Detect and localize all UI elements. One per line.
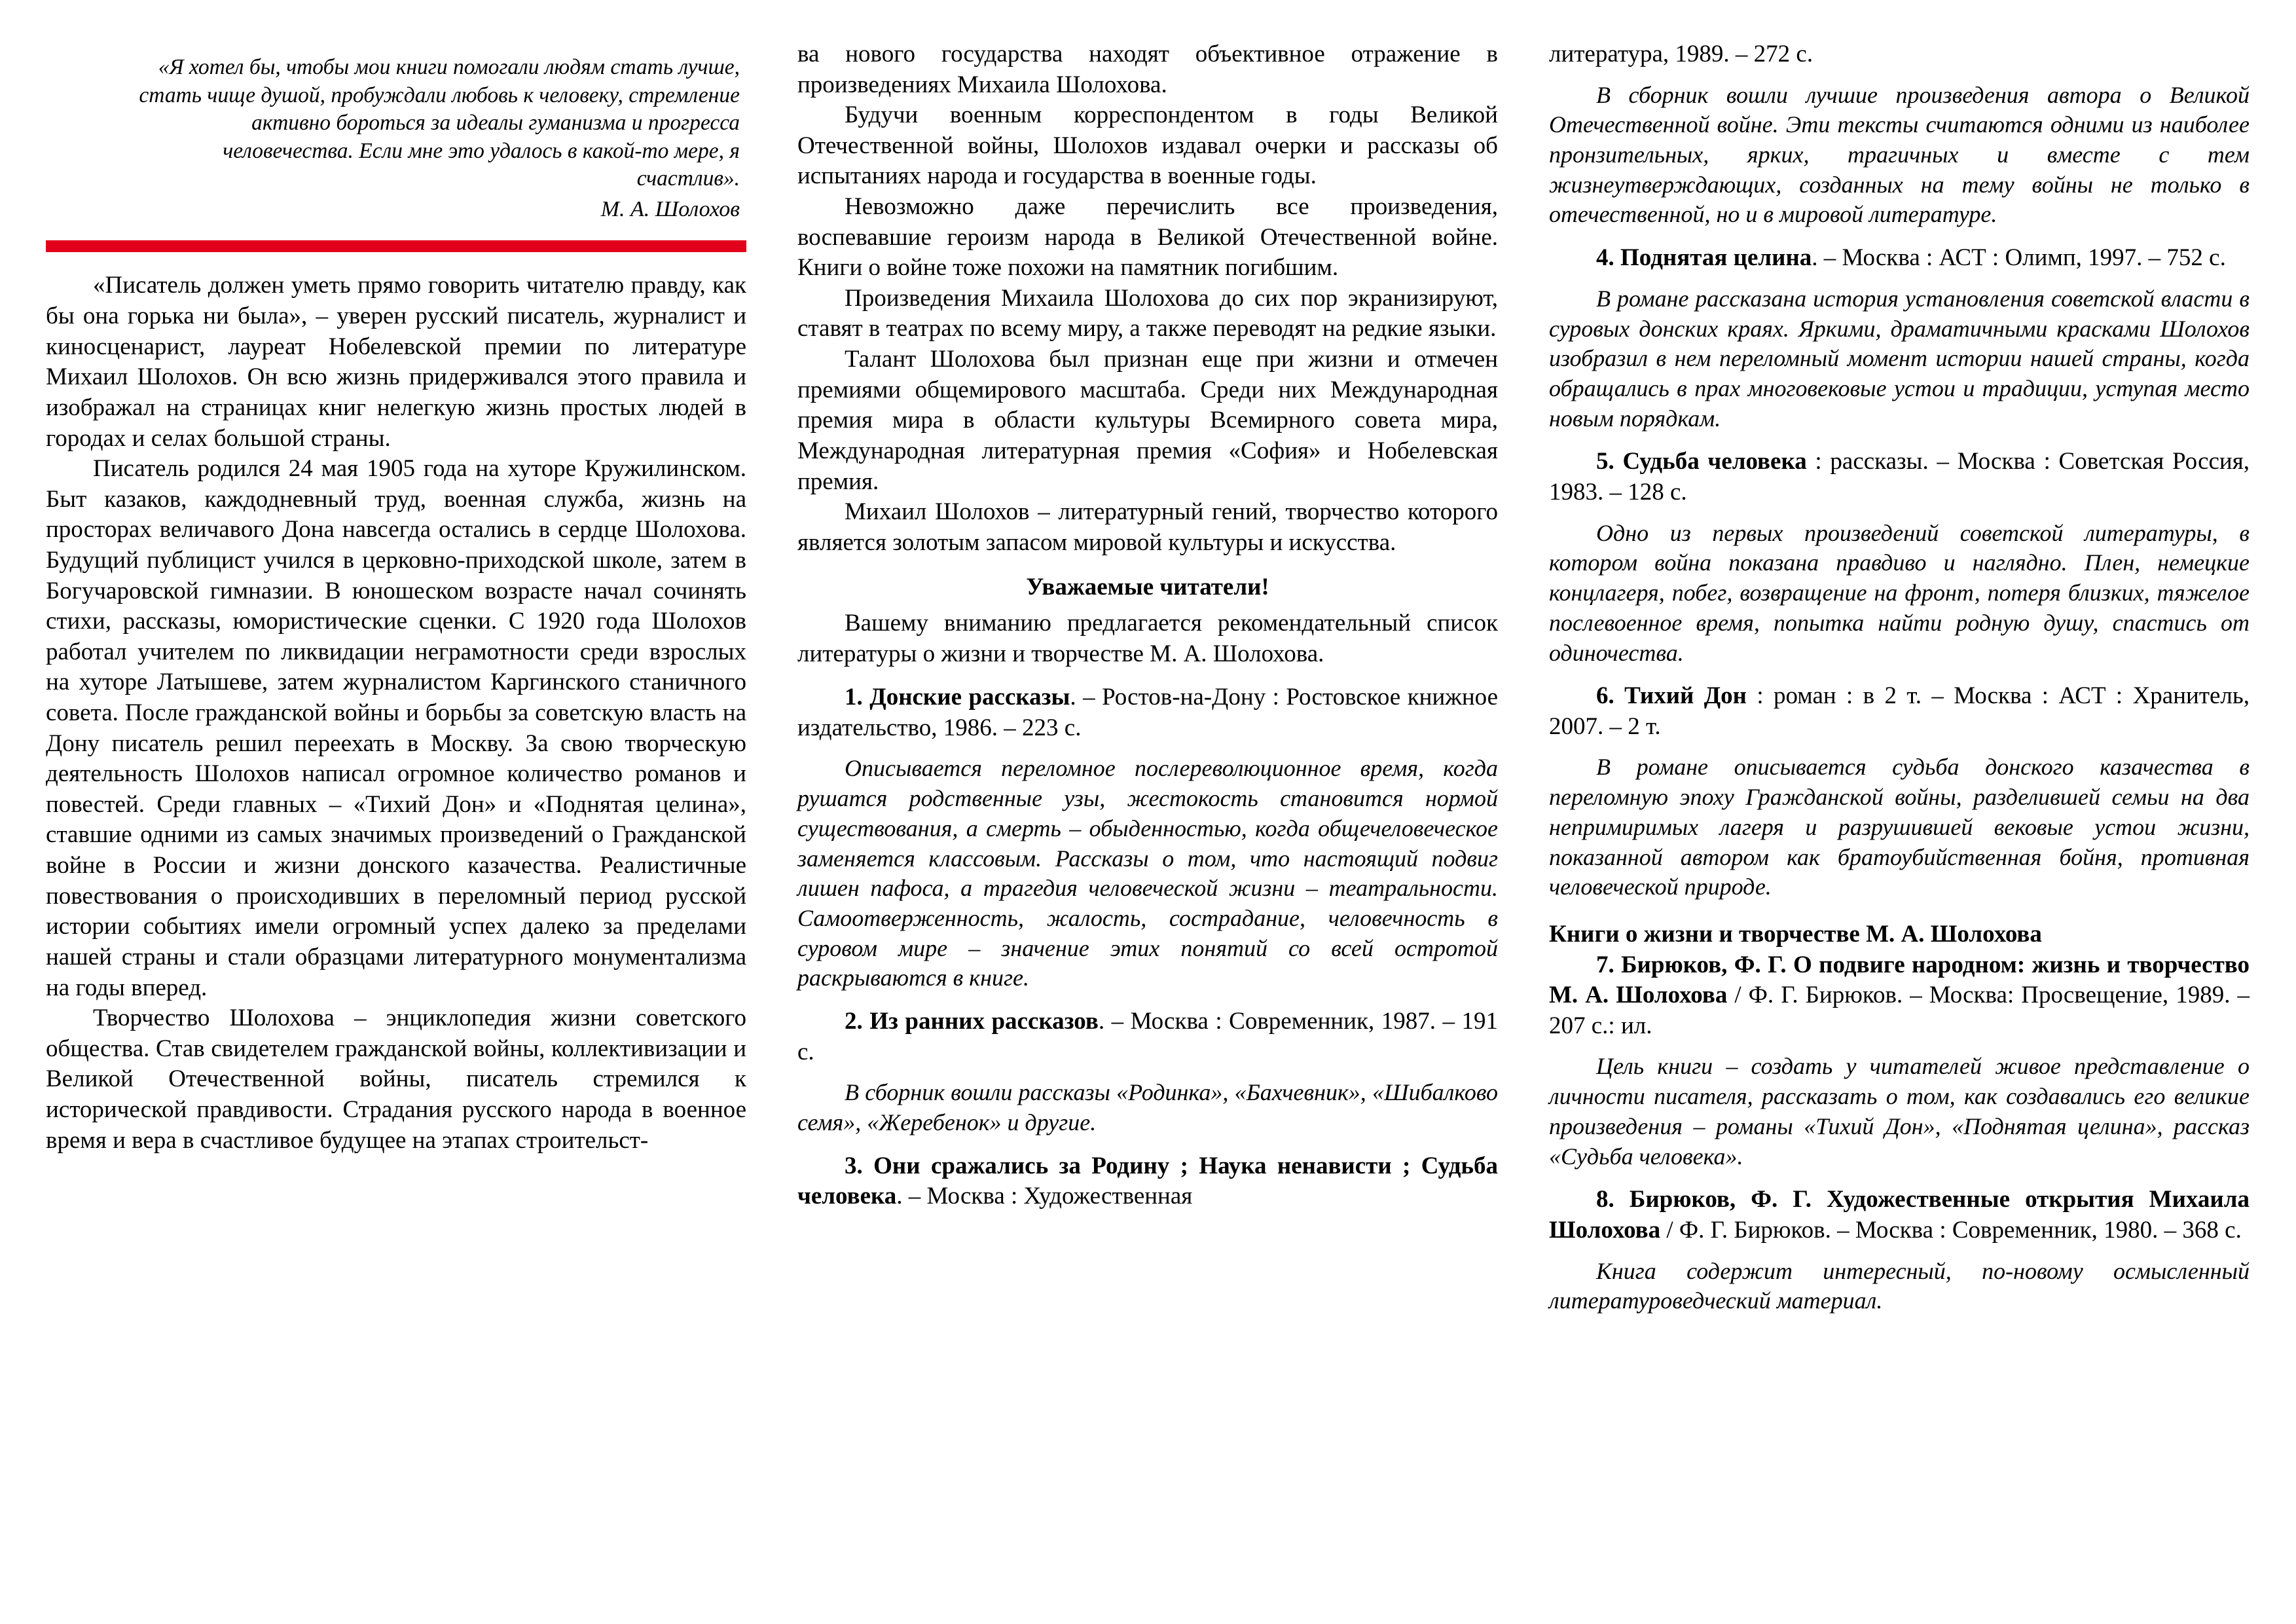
paragraph: «Писатель должен уметь прямо говорить читателю правду, как бы она горька ни была», – уверен русский писатель, журналист и киносценарист, лауреат Нобелевской премии по литературе Михаил Шолохов. Он всю жизнь придерживался этого правила и изображал на страницах книг нелегкую жизнь простых людей в городах и селах большой страны.: [46, 272, 746, 452]
entry-imprint: : рассказы. – Москва : Советская Россия, 1983. – 128 с.: [1549, 448, 2250, 506]
entry-imprint: : роман : в 2 т. – Москва : АСТ : Хранитель, 2007. – 2 т.: [1549, 682, 2250, 740]
bibliography-entry: [797, 1006, 1498, 1067]
entry-imprint: / Ф. Г. Бирюков. – Москва : Современник, 1980. – 368 с.: [1660, 1216, 2242, 1244]
section-heading: Книги о жизни и творчестве М. А. Шолохова: [1549, 921, 2042, 948]
entry-imprint-continuation: литература, 1989. – 272 с.: [1549, 41, 1813, 67]
bibliography-entry: [1549, 950, 2250, 1042]
paragraph: Писатель родился 24 мая 1905 года на хуторе Кружилинском. Быт казаков, каждодневный труд, военная служба, жизнь на просторах величавого Дона навсегда остались в сердце Шолохова. Будущий публицист учился в церковно-приходской школе, затем в Богучаровской гимназии. В юношеском возрасте начал сочинять стихи, рассказы, юмористические сценки. С 1920 года Шолохов работал учителем по ликвидации неграмотности среди взрослых на хуторе Латышеве, затем журналистом Каргинского станичного совета. После гражданской войны и борьбы за советскую власть на Дону писатель решил переехать в Москву. За свою творческую деятельность Шолохов написал огромное количество романов и повестей. Среди главных – «Тихий Дон» и «Поднятая целина», ставшие одними из самых значимых произведений о Гражданской войне в России и жизни донского казачества. Реалистичные повествования о происходивших в переломный период русской истории событиях имели огромный успех далеко за пределами нашей страны и стали образцами литературного монументализма на годы вперед.: [46, 455, 746, 1001]
entry-annotation: Описывается переломное послереволюционное время, когда рушатся родственные узы, жестокость становится нормой существования, а смерть – обыденностью, когда общечеловеческое заменяется классовым. Рассказы о том, что настоящий подвиг лишен пафоса, а трагедия человеческой жизни – театральности. Самоотверженность, жалость, сострадание, человечность в суровом мире – значение этих понятий со всей остротой раскрываются в книге.: [797, 755, 1498, 991]
bibliography-entry: [1549, 243, 2250, 274]
bibliography-entry: [797, 1151, 1498, 1212]
paragraph: Талант Шолохова был признан еще при жизни и отмечен премиями общемирового масштаба. Среди них Международная премия мира в области культуры Всемирного совета мира, Международная литературная премия «София» и Нобелевская премия.: [797, 346, 1498, 495]
entry-number: 3.: [845, 1152, 863, 1179]
entry-title: Из ранних рассказов: [869, 1008, 1099, 1035]
paragraph: Будучи военным корреспондентом в годы Великой Отечественной войны, Шолохов издавал очерки и рассказы об испытаниях народа и государства в военные годы.: [797, 101, 1498, 190]
entry-imprint: . – Москва : Современник, 1987. – 191 с.: [797, 1008, 1498, 1065]
entry-title: Бирюков, Ф. Г. О подвиге народном: жизнь и творчество М. А. Шолохова: [1549, 951, 2250, 1009]
entry-annotation: В сборник вошли лучшие произведения автора о Великой Отечественной войне. Эти тексты считаются одними из наиболее пронзительных, ярких, трагичных и вместе с тем жизнеутверждающих, созданных на тему войны не только в отечественной, но и в мировой литературе.: [1549, 81, 2250, 228]
entry-title: Судьба человека: [1622, 448, 1807, 475]
bibliography-entry: [1549, 1185, 2250, 1246]
entry-annotation: В сборник вошли рассказы «Родинка», «Бахчевник», «Шибалково семя», «Жеребенок» и другие.: [797, 1079, 1498, 1136]
entry-annotation: В романе рассказана история установления советской власти в суровых донских краях. Яркими, драматичными красками Шолохов изобразил в нем переломный момент истории нашей страны, когда обращались в прах многовековые устои и традиции, уступая место новым порядкам.: [1549, 285, 2250, 432]
entry-title: Тихий Дон: [1624, 682, 1747, 710]
readers-intro: Вашему вниманию предлагается рекомендательный список литературы о жизни и творчестве М. А. Шолохова.: [797, 609, 1498, 667]
three-column-layout: [46, 39, 2250, 1598]
paragraph: Михаил Шолохов – литературный гений, творчество которого является золотым запасом мировой культуры и искусства.: [797, 498, 1498, 556]
column-1: [46, 39, 746, 1598]
epigraph-text: «Я хотел бы, чтобы мои книги помогали людям стать лучше, стать чище душой, пробуждали любовь к человеку, стремление активно бороться за идеалы гуманизма и прогресса человечества. Если мне это удалось в какой-то мере, я счастлив».: [139, 55, 740, 191]
entry-number: 6.: [1596, 682, 1614, 710]
paragraph: Невозможно даже перечислить все произведения, воспевавшие героизм народа в Великой Отечественной войне. Книги о войне тоже похожи на памятник погибшим.: [797, 193, 1498, 282]
entry-annotation: В романе описывается судьба донского казачества в переломную эпоху Гражданской войны, разделившей семьи на два непримиримых лагеря и разрушившей вековые устои жизни, показанной автором как братоубийственная бойня, противная человеческой природе.: [1549, 754, 2250, 900]
entry-number: 5.: [1596, 448, 1614, 475]
entry-imprint: / Ф. Г. Бирюков. – Москва: Просвещение, 1989. – 207 с.: ил.: [1549, 982, 2250, 1039]
entry-annotation: Книга содержит интересный, по-новому осмысленный литературоведческий материал.: [1549, 1257, 2250, 1314]
entry-imprint: . – Москва : Художественная: [896, 1183, 1193, 1210]
entry-annotation: Цель книги – создать у читателей живое представление о личности писателя, рассказать о том, как создавались его великие произведения – романы «Тихий Дон», «Поднятая целина», рассказ «Судьба человека».: [1549, 1053, 2250, 1170]
paragraph: ва нового государства находят объективное отражение в произведениях Михаила Шолохова.: [797, 41, 1498, 98]
bibliography-entry: [1549, 447, 2250, 507]
entry-title: Донские рассказы: [869, 684, 1070, 711]
entry-annotation: Одно из первых произведений советской литературы, в котором война показана правдиво и наглядно. Плен, немецкие концлагеря, побег, возвращение на фронт, потеря близких, тяжелое послевоенное время, попытка найти родную душу, спастись от одиночества.: [1549, 519, 2250, 666]
entry-number: 8.: [1596, 1186, 1614, 1213]
entry-imprint: . – Москва : АСТ : Олимп, 1997. – 752 с.: [1812, 244, 2226, 272]
entry-imprint: . – Ростов-на-Дону : Ростовское книжное издательство, 1986. – 223 с.: [797, 684, 1499, 741]
entry-number: 2.: [845, 1008, 863, 1035]
entry-number: 1.: [845, 684, 863, 711]
entry-title: Поднятая целина: [1620, 244, 1812, 272]
bibliography-entry: [1549, 681, 2250, 742]
readers-heading: Уважаемые читатели!: [1026, 574, 1269, 601]
entry-title: Бирюков, Ф. Г. Художественные открытия Михаила Шолохова: [1549, 1186, 2250, 1244]
entry-title: Они сражались за Родину ; Наука ненависти ; Судьба человека: [797, 1152, 1498, 1210]
paragraph: Произведения Михаила Шолохова до сих пор экранизируют, ставят в театрах по всему миру, а также переводят на редкие языки.: [797, 284, 1498, 342]
epigraph-author: М. А. Шолохов: [600, 196, 740, 221]
column-2: [797, 39, 1498, 1598]
entry-number: 4.: [1596, 244, 1614, 272]
entry-number: 7.: [1596, 951, 1614, 978]
column-3: [1549, 39, 2250, 1598]
bibliography-entry: [797, 682, 1498, 743]
red-divider-rule: [46, 240, 746, 252]
paragraph: Творчество Шолохова – энциклопедия жизни советского общества. Став свидетелем гражданской войны, коллективизации и Великой Отечественной войны, писатель стремился к исторической правдивости. Страдания русского народа в военное время и вера в счастливое будущее на этапах строительст-: [46, 1005, 746, 1154]
